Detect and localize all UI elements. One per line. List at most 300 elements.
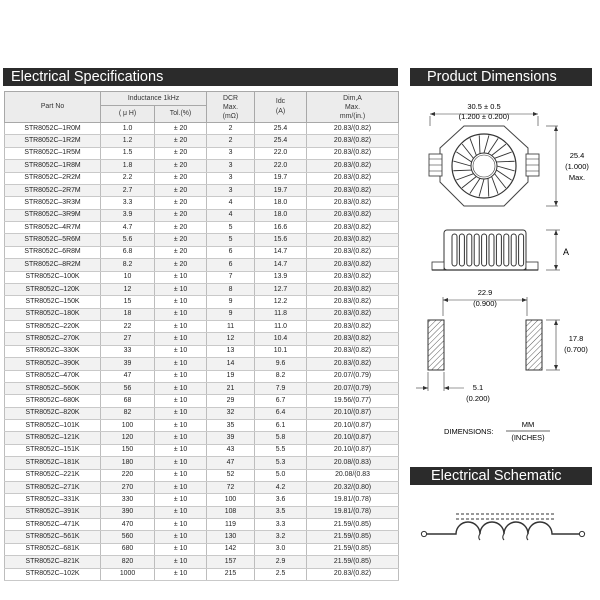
dim-a-cell: 20.83/(0.82) xyxy=(307,172,399,184)
part-no-cell: STR8052C–1R0M xyxy=(5,123,101,135)
dim-a-cell: 20.32/(0.80) xyxy=(307,481,399,493)
part-no-cell: STR8052C–181K xyxy=(5,457,101,469)
table-body xyxy=(5,123,399,581)
col-dcr-line2: Max. xyxy=(223,103,238,111)
col-part-no: Part No xyxy=(5,92,101,123)
col-dcr xyxy=(207,92,255,123)
table-row xyxy=(5,246,399,258)
table-row xyxy=(5,296,399,308)
electrical-specifications-table xyxy=(4,91,399,581)
table-row xyxy=(5,345,399,357)
dcr-cell: 2 xyxy=(207,123,255,135)
idc-cell: 13.9 xyxy=(255,271,307,283)
inductance-cell: 3.3 xyxy=(101,197,155,209)
dim-a-cell: 20.83/(0.82) xyxy=(307,234,399,246)
table-row xyxy=(5,481,399,493)
dimensions-label: DIMENSIONS: xyxy=(444,427,494,436)
inductance-cell: 1000 xyxy=(101,568,155,580)
part-no-cell: STR8052C–1R2M xyxy=(5,135,101,147)
table-row xyxy=(5,420,399,432)
dcr-cell: 108 xyxy=(207,506,255,518)
tolerance-cell: ± 10 xyxy=(155,457,207,469)
col-tol: Tol.(%) xyxy=(155,106,207,123)
tolerance-cell: ± 20 xyxy=(155,259,207,271)
idc-cell: 9.6 xyxy=(255,358,307,370)
dcr-cell: 3 xyxy=(207,172,255,184)
dcr-cell: 100 xyxy=(207,494,255,506)
dcr-cell: 5 xyxy=(207,234,255,246)
part-no-cell: STR8052C–121K xyxy=(5,432,101,444)
tolerance-cell: ± 10 xyxy=(155,358,207,370)
part-no-cell: STR8052C–680K xyxy=(5,395,101,407)
tolerance-cell: ± 20 xyxy=(155,172,207,184)
inductance-cell: 8.2 xyxy=(101,259,155,271)
tolerance-cell: ± 10 xyxy=(155,519,207,531)
table-row xyxy=(5,444,399,456)
dcr-cell: 4 xyxy=(207,209,255,221)
dcr-cell: 5 xyxy=(207,222,255,234)
idc-cell: 12.7 xyxy=(255,283,307,295)
part-no-cell: STR8052C–471K xyxy=(5,519,101,531)
idc-cell: 8.2 xyxy=(255,370,307,382)
idc-cell: 6.4 xyxy=(255,407,307,419)
dcr-cell: 13 xyxy=(207,345,255,357)
inductance-cell: 56 xyxy=(101,382,155,394)
inductance-cell: 390 xyxy=(101,506,155,518)
table-row xyxy=(5,283,399,295)
pad-span-mm-label: 22.9 xyxy=(477,288,493,297)
dim-a-cell: 20.07/(0.79) xyxy=(307,382,399,394)
part-no-cell: STR8052C–102K xyxy=(5,568,101,580)
table-row xyxy=(5,382,399,394)
product-dimensions-drawing xyxy=(400,90,600,470)
dim-a-cell: 20.83/(0.82) xyxy=(307,296,399,308)
dim-a-cell: 20.08/(0.83 xyxy=(307,469,399,481)
dim-a-cell: 20.83/(0.82) xyxy=(307,147,399,159)
table-row xyxy=(5,358,399,370)
col-dcr-line1: DCR xyxy=(223,94,238,102)
height-in-label: (1.000) xyxy=(565,162,589,171)
idc-cell: 3.6 xyxy=(255,494,307,506)
product-dimensions-header: Product Dimensions xyxy=(410,68,592,86)
inductance-cell: 15 xyxy=(101,296,155,308)
inductor-coil xyxy=(427,522,580,534)
inductance-cell: 330 xyxy=(101,494,155,506)
dim-a-cell: 20.83/(0.82) xyxy=(307,222,399,234)
col-idc-line2: (A) xyxy=(275,108,286,115)
col-dim xyxy=(307,92,399,123)
idc-cell: 10.4 xyxy=(255,333,307,345)
inductance-cell: 560 xyxy=(101,531,155,543)
part-no-cell: STR8052C–8R2M xyxy=(5,259,101,271)
dcr-cell: 29 xyxy=(207,395,255,407)
tolerance-cell: ± 20 xyxy=(155,209,207,221)
left-pad xyxy=(428,320,444,370)
inductance-cell: 820 xyxy=(101,556,155,568)
inductance-cell: 120 xyxy=(101,432,155,444)
inductance-cell: 10 xyxy=(101,271,155,283)
table-row xyxy=(5,506,399,518)
dcr-cell: 4 xyxy=(207,197,255,209)
idc-cell: 5.8 xyxy=(255,432,307,444)
tolerance-cell: ± 10 xyxy=(155,271,207,283)
idc-cell: 19.7 xyxy=(255,172,307,184)
idc-cell: 12.2 xyxy=(255,296,307,308)
tolerance-cell: ± 10 xyxy=(155,568,207,580)
col-idc xyxy=(255,92,307,123)
part-no-cell: STR8052C–1R5M xyxy=(5,147,101,159)
part-no-cell: STR8052C–101K xyxy=(5,420,101,432)
pad-span-in-label: (0.900) xyxy=(473,299,497,308)
tolerance-cell: ± 20 xyxy=(155,222,207,234)
inductance-cell: 3.9 xyxy=(101,209,155,221)
table-row xyxy=(5,556,399,568)
tolerance-cell: ± 10 xyxy=(155,321,207,333)
part-no-cell: STR8052C–1R8M xyxy=(5,160,101,172)
part-no-cell: STR8052C–2R2M xyxy=(5,172,101,184)
top-view-toroid xyxy=(429,102,589,206)
part-no-cell: STR8052C–561K xyxy=(5,531,101,543)
inductance-cell: 1.8 xyxy=(101,160,155,172)
dcr-cell: 6 xyxy=(207,259,255,271)
part-no-cell: STR8052C–6R8M xyxy=(5,246,101,258)
idc-cell: 14.7 xyxy=(255,259,307,271)
col-dim-line3: mm/(in.) xyxy=(339,112,366,120)
part-no-cell: STR8052C–120K xyxy=(5,283,101,295)
part-no-cell: STR8052C–150K xyxy=(5,296,101,308)
inductance-cell: 1.5 xyxy=(101,147,155,159)
dim-a-cell: 20.83/(0.82) xyxy=(307,345,399,357)
inductance-cell: 150 xyxy=(101,444,155,456)
dim-a-cell: 20.83/(0.82) xyxy=(307,160,399,172)
table-row xyxy=(5,271,399,283)
inductance-cell: 47 xyxy=(101,370,155,382)
dim-a-cell: 19.81/(0.78) xyxy=(307,494,399,506)
table-row xyxy=(5,259,399,271)
table-row xyxy=(5,370,399,382)
tolerance-cell: ± 10 xyxy=(155,345,207,357)
part-no-cell: STR8052C–331K xyxy=(5,494,101,506)
table-row xyxy=(5,222,399,234)
idc-cell: 6.7 xyxy=(255,395,307,407)
inductance-cell: 12 xyxy=(101,283,155,295)
terminal-left xyxy=(421,531,426,536)
idc-cell: 25.4 xyxy=(255,135,307,147)
tolerance-cell: ± 10 xyxy=(155,296,207,308)
part-no-cell: STR8052C–221K xyxy=(5,469,101,481)
table-row xyxy=(5,308,399,320)
idc-cell: 11.0 xyxy=(255,321,307,333)
inductance-cell: 82 xyxy=(101,407,155,419)
idc-cell: 5.0 xyxy=(255,469,307,481)
col-idc-line1: Idc xyxy=(275,98,286,105)
pad-width-mm-label: 5.1 xyxy=(472,383,484,392)
dcr-cell: 11 xyxy=(207,321,255,333)
inductance-cell: 18 xyxy=(101,308,155,320)
col-dcr-line3: (mΩ) xyxy=(222,112,239,120)
tolerance-cell: ± 10 xyxy=(155,506,207,518)
part-no-cell: STR8052C–820K xyxy=(5,407,101,419)
part-no-cell: STR8052C–180K xyxy=(5,308,101,320)
dcr-cell: 3 xyxy=(207,184,255,196)
dimensions-units-legend xyxy=(444,420,550,442)
idc-cell: 6.1 xyxy=(255,420,307,432)
tolerance-cell: ± 20 xyxy=(155,160,207,172)
idc-cell: 3.5 xyxy=(255,506,307,518)
table-row xyxy=(5,395,399,407)
inductance-cell: 5.6 xyxy=(101,234,155,246)
idc-cell: 22.0 xyxy=(255,160,307,172)
table-row xyxy=(5,407,399,419)
dim-a-cell: 20.83/(0.82) xyxy=(307,568,399,580)
dcr-cell: 47 xyxy=(207,457,255,469)
dcr-cell: 215 xyxy=(207,568,255,580)
width-in-label: (1.200 ± 0.200) xyxy=(458,112,510,121)
tolerance-cell: ± 10 xyxy=(155,283,207,295)
table-row xyxy=(5,123,399,135)
part-no-cell: STR8052C–151K xyxy=(5,444,101,456)
col-inductance: Inductance 1kHz xyxy=(101,92,207,106)
tolerance-cell: ± 10 xyxy=(155,308,207,320)
part-no-cell: STR8052C–271K xyxy=(5,481,101,493)
dcr-cell: 157 xyxy=(207,556,255,568)
part-no-cell: STR8052C–470K xyxy=(5,370,101,382)
dim-a-cell: 20.07/(0.79) xyxy=(307,370,399,382)
table-row xyxy=(5,172,399,184)
dim-a-cell: 20.83/(0.82) xyxy=(307,209,399,221)
idc-cell: 3.2 xyxy=(255,531,307,543)
table-row xyxy=(5,321,399,333)
tolerance-cell: ± 20 xyxy=(155,184,207,196)
idc-cell: 19.7 xyxy=(255,184,307,196)
units-mm-label: MM xyxy=(521,420,535,429)
right-pad xyxy=(526,320,542,370)
dim-a-cell: 20.83/(0.82) xyxy=(307,333,399,345)
idc-cell: 11.8 xyxy=(255,308,307,320)
part-no-cell: STR8052C–3R9M xyxy=(5,209,101,221)
part-no-cell: STR8052C–560K xyxy=(5,382,101,394)
dim-a-cell: 20.83/(0.82) xyxy=(307,308,399,320)
inductance-cell: 33 xyxy=(101,345,155,357)
idc-cell: 3.3 xyxy=(255,519,307,531)
dim-a-cell: 21.59/(0.85) xyxy=(307,519,399,531)
tolerance-cell: ± 10 xyxy=(155,432,207,444)
dcr-cell: 130 xyxy=(207,531,255,543)
idc-cell: 5.3 xyxy=(255,457,307,469)
dcr-cell: 32 xyxy=(207,407,255,419)
idc-cell: 14.7 xyxy=(255,246,307,258)
side-view-inductor xyxy=(432,230,569,270)
dcr-cell: 3 xyxy=(207,160,255,172)
part-no-cell: STR8052C–821K xyxy=(5,556,101,568)
table-row xyxy=(5,333,399,345)
tolerance-cell: ± 20 xyxy=(155,197,207,209)
idc-cell: 2.9 xyxy=(255,556,307,568)
electrical-specifications-header: Electrical Specifications xyxy=(3,68,398,86)
dcr-cell: 43 xyxy=(207,444,255,456)
dim-a-cell: 20.08/(0.83) xyxy=(307,457,399,469)
inductance-cell: 1.2 xyxy=(101,135,155,147)
table-row xyxy=(5,469,399,481)
inductance-cell: 680 xyxy=(101,543,155,555)
part-no-cell: STR8052C–270K xyxy=(5,333,101,345)
dcr-cell: 14 xyxy=(207,358,255,370)
tolerance-cell: ± 10 xyxy=(155,543,207,555)
dim-a-cell: 20.83/(0.82) xyxy=(307,321,399,333)
table-row xyxy=(5,197,399,209)
footprint-pads xyxy=(416,288,588,403)
dcr-cell: 52 xyxy=(207,469,255,481)
dim-a-cell: 20.10/(0.87) xyxy=(307,407,399,419)
inductance-cell: 27 xyxy=(101,333,155,345)
dim-a-cell: 20.83/(0.82) xyxy=(307,197,399,209)
dcr-cell: 8 xyxy=(207,283,255,295)
dim-a-cell: 21.59/(0.85) xyxy=(307,531,399,543)
table-row xyxy=(5,147,399,159)
inductance-cell: 68 xyxy=(101,395,155,407)
idc-cell: 10.1 xyxy=(255,345,307,357)
idc-cell: 15.6 xyxy=(255,234,307,246)
part-no-cell: STR8052C–681K xyxy=(5,543,101,555)
tolerance-cell: ± 20 xyxy=(155,123,207,135)
idc-cell: 22.0 xyxy=(255,147,307,159)
idc-cell: 18.0 xyxy=(255,209,307,221)
table-row xyxy=(5,531,399,543)
inductance-cell: 22 xyxy=(101,321,155,333)
table-row xyxy=(5,209,399,221)
tolerance-cell: ± 10 xyxy=(155,407,207,419)
tolerance-cell: ± 10 xyxy=(155,370,207,382)
dim-a-cell: 20.83/(0.82) xyxy=(307,259,399,271)
height-max-label: Max. xyxy=(568,173,586,182)
inductance-cell: 100 xyxy=(101,420,155,432)
inductance-cell: 2.2 xyxy=(101,172,155,184)
idc-cell: 16.6 xyxy=(255,222,307,234)
tolerance-cell: ± 10 xyxy=(155,444,207,456)
inductance-cell: 470 xyxy=(101,519,155,531)
dcr-cell: 21 xyxy=(207,382,255,394)
part-no-cell: STR8052C–100K xyxy=(5,271,101,283)
dcr-cell: 2 xyxy=(207,135,255,147)
tolerance-cell: ± 10 xyxy=(155,420,207,432)
part-no-cell: STR8052C–390K xyxy=(5,358,101,370)
electrical-schematic-header: Electrical Schematic xyxy=(410,467,592,485)
dim-a-cell: 20.83/(0.82) xyxy=(307,358,399,370)
table-row xyxy=(5,234,399,246)
electrical-schematic-drawing xyxy=(412,500,592,560)
dim-a-cell: 19.81/(0.78) xyxy=(307,506,399,518)
dim-a-cell: 21.59/(0.85) xyxy=(307,556,399,568)
units-inches-label: (INCHES) xyxy=(511,433,545,442)
dcr-cell: 72 xyxy=(207,481,255,493)
tolerance-cell: ± 20 xyxy=(155,234,207,246)
dcr-cell: 39 xyxy=(207,432,255,444)
tolerance-cell: ± 10 xyxy=(155,531,207,543)
dcr-cell: 6 xyxy=(207,246,255,258)
dim-a-cell: 20.10/(0.87) xyxy=(307,420,399,432)
dim-a-cell: 20.83/(0.82) xyxy=(307,271,399,283)
dcr-cell: 12 xyxy=(207,333,255,345)
tolerance-cell: ± 10 xyxy=(155,395,207,407)
pad-height-in-label: (0.700) xyxy=(564,345,588,354)
part-no-cell: STR8052C–391K xyxy=(5,506,101,518)
dim-a-cell: 19.56/(0.77) xyxy=(307,395,399,407)
dim-a-cell: 20.10/(0.87) xyxy=(307,444,399,456)
dim-a-cell: 20.83/(0.82) xyxy=(307,283,399,295)
dcr-cell: 7 xyxy=(207,271,255,283)
tolerance-cell: ± 10 xyxy=(155,333,207,345)
col-dim-line2: Max. xyxy=(345,103,360,111)
inductance-cell: 270 xyxy=(101,481,155,493)
dcr-cell: 19 xyxy=(207,370,255,382)
idc-cell: 5.5 xyxy=(255,444,307,456)
side-a-label: A xyxy=(562,247,570,257)
dim-a-cell: 21.59/(0.85) xyxy=(307,543,399,555)
table-row xyxy=(5,457,399,469)
tolerance-cell: ± 20 xyxy=(155,147,207,159)
col-uh: ( μ H) xyxy=(101,106,155,123)
part-no-cell: STR8052C–3R3M xyxy=(5,197,101,209)
dcr-cell: 9 xyxy=(207,296,255,308)
table-row xyxy=(5,160,399,172)
dcr-cell: 3 xyxy=(207,147,255,159)
dcr-cell: 142 xyxy=(207,543,255,555)
idc-cell: 25.4 xyxy=(255,123,307,135)
idc-cell: 18.0 xyxy=(255,197,307,209)
col-dim-line1: Dim,A xyxy=(343,94,362,102)
dim-a-cell: 20.83/(0.82) xyxy=(307,123,399,135)
inductance-cell: 6.8 xyxy=(101,246,155,258)
tolerance-cell: ± 10 xyxy=(155,494,207,506)
inductance-cell: 180 xyxy=(101,457,155,469)
table-row xyxy=(5,135,399,147)
table-row xyxy=(5,543,399,555)
pad-width-in-label: (0.200) xyxy=(466,394,490,403)
table-row xyxy=(5,184,399,196)
height-mm-label: 25.4 xyxy=(569,151,585,160)
terminal-right xyxy=(579,531,584,536)
table-row xyxy=(5,432,399,444)
tolerance-cell: ± 10 xyxy=(155,481,207,493)
pad-height-mm-label: 17.8 xyxy=(568,334,584,343)
dim-a-cell: 20.83/(0.82) xyxy=(307,135,399,147)
inductance-cell: 1.0 xyxy=(101,123,155,135)
inductance-cell: 220 xyxy=(101,469,155,481)
part-no-cell: STR8052C–4R7M xyxy=(5,222,101,234)
table-row xyxy=(5,519,399,531)
idc-cell: 2.5 xyxy=(255,568,307,580)
dim-a-cell: 20.83/(0.82) xyxy=(307,246,399,258)
idc-cell: 4.2 xyxy=(255,481,307,493)
dim-a-cell: 20.83/(0.82) xyxy=(307,184,399,196)
table-row xyxy=(5,494,399,506)
idc-cell: 7.9 xyxy=(255,382,307,394)
tolerance-cell: ± 10 xyxy=(155,382,207,394)
part-no-cell: STR8052C–5R6M xyxy=(5,234,101,246)
dcr-cell: 35 xyxy=(207,420,255,432)
dim-a-cell: 20.10/(0.87) xyxy=(307,432,399,444)
tolerance-cell: ± 20 xyxy=(155,246,207,258)
inductance-cell: 39 xyxy=(101,358,155,370)
idc-cell: 3.0 xyxy=(255,543,307,555)
part-no-cell: STR8052C–220K xyxy=(5,321,101,333)
inductance-cell: 2.7 xyxy=(101,184,155,196)
inductance-cell: 4.7 xyxy=(101,222,155,234)
width-mm-label: 30.5 ± 0.5 xyxy=(467,102,501,111)
part-no-cell: STR8052C–330K xyxy=(5,345,101,357)
part-no-cell: STR8052C–2R7M xyxy=(5,184,101,196)
dcr-cell: 9 xyxy=(207,308,255,320)
